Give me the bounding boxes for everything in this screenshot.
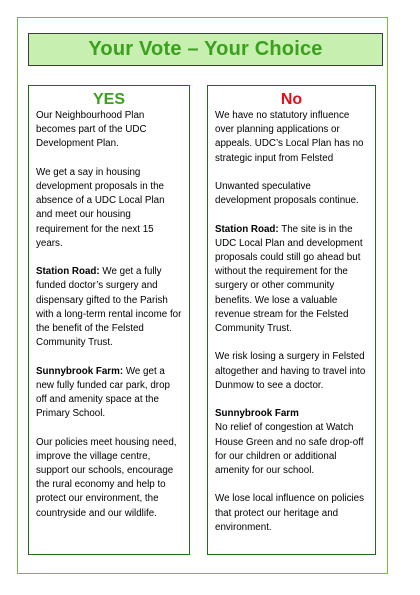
no-heading: No — [280, 91, 303, 108]
yes-paragraph — [36, 166, 182, 251]
yes-paragraph-lead: Sunnybrook Farm: — [36, 365, 124, 377]
yes-paragraph — [36, 265, 182, 350]
no-paragraph-text: We risk losing a surgery in Felsted altogether and having to travel into Dunmow to see a doctor. — [215, 351, 366, 391]
no-paragraph — [215, 350, 368, 393]
yes-paragraph — [36, 109, 182, 152]
no-paragraph — [215, 223, 368, 337]
no-paragraph-text: We lose local influence on policies that protect our heritage and environment. — [215, 493, 365, 533]
no-paragraph — [215, 407, 368, 478]
no-paragraph-lead: Sunnybrook Farm — [215, 408, 299, 420]
page-title: Your Vote – Your Choice — [88, 38, 323, 60]
no-paragraph — [215, 109, 368, 166]
no-paragraph — [215, 180, 368, 208]
no-column — [207, 85, 376, 555]
yes-paragraph-text: We get a say in housing development proposals in the absence of a UDC Local Plan and meet our housing requirement for the next 15 years. — [36, 166, 165, 249]
no-paragraph-text: The site is in the UDC Local Plan and development proposals could still go ahead but without the requirement for the surgery or other community benefits. We lose a valuable revenue stream for the Felsted Community Trust. — [215, 223, 363, 335]
no-paragraph-text: Unwanted speculative development proposals continue. — [215, 181, 359, 207]
yes-paragraph-text: We get a fully funded doctor’s surgery and dispensary gifted to the Parish with a long-term rental income for the benefit of the Felsted Community Trust. — [36, 266, 182, 349]
title-banner — [28, 33, 383, 66]
yes-paragraph-text: Our policies meet housing need, improve the village centre, support our schools, encourage the rural economy and help to protect our environment, the countryside and our wildlife. — [36, 436, 177, 519]
yes-paragraph-text: We get a new fully funded car park, drop off and amenity space at the Primary School. — [36, 365, 170, 420]
no-paragraph-text: No relief of congestion at Watch House Green and no safe drop-off for our children or additional amenity for our school. — [215, 422, 364, 477]
no-paragraph — [215, 492, 368, 535]
yes-heading: YES — [92, 91, 125, 108]
yes-paragraph-text: Our Neighbourhood Plan becomes part of the UDC Development Plan. — [36, 110, 147, 150]
yes-paragraph-lead: Station Road: — [36, 266, 100, 278]
yes-paragraph — [36, 436, 182, 521]
yes-paragraph — [36, 365, 182, 422]
no-paragraph-lead: Station Road: — [215, 223, 279, 235]
no-paragraph-text: We have no statutory influence over planning applications or appeals. UDC’s Local Plan has no strategic input from Felsted — [215, 110, 364, 164]
yes-column — [28, 85, 190, 555]
